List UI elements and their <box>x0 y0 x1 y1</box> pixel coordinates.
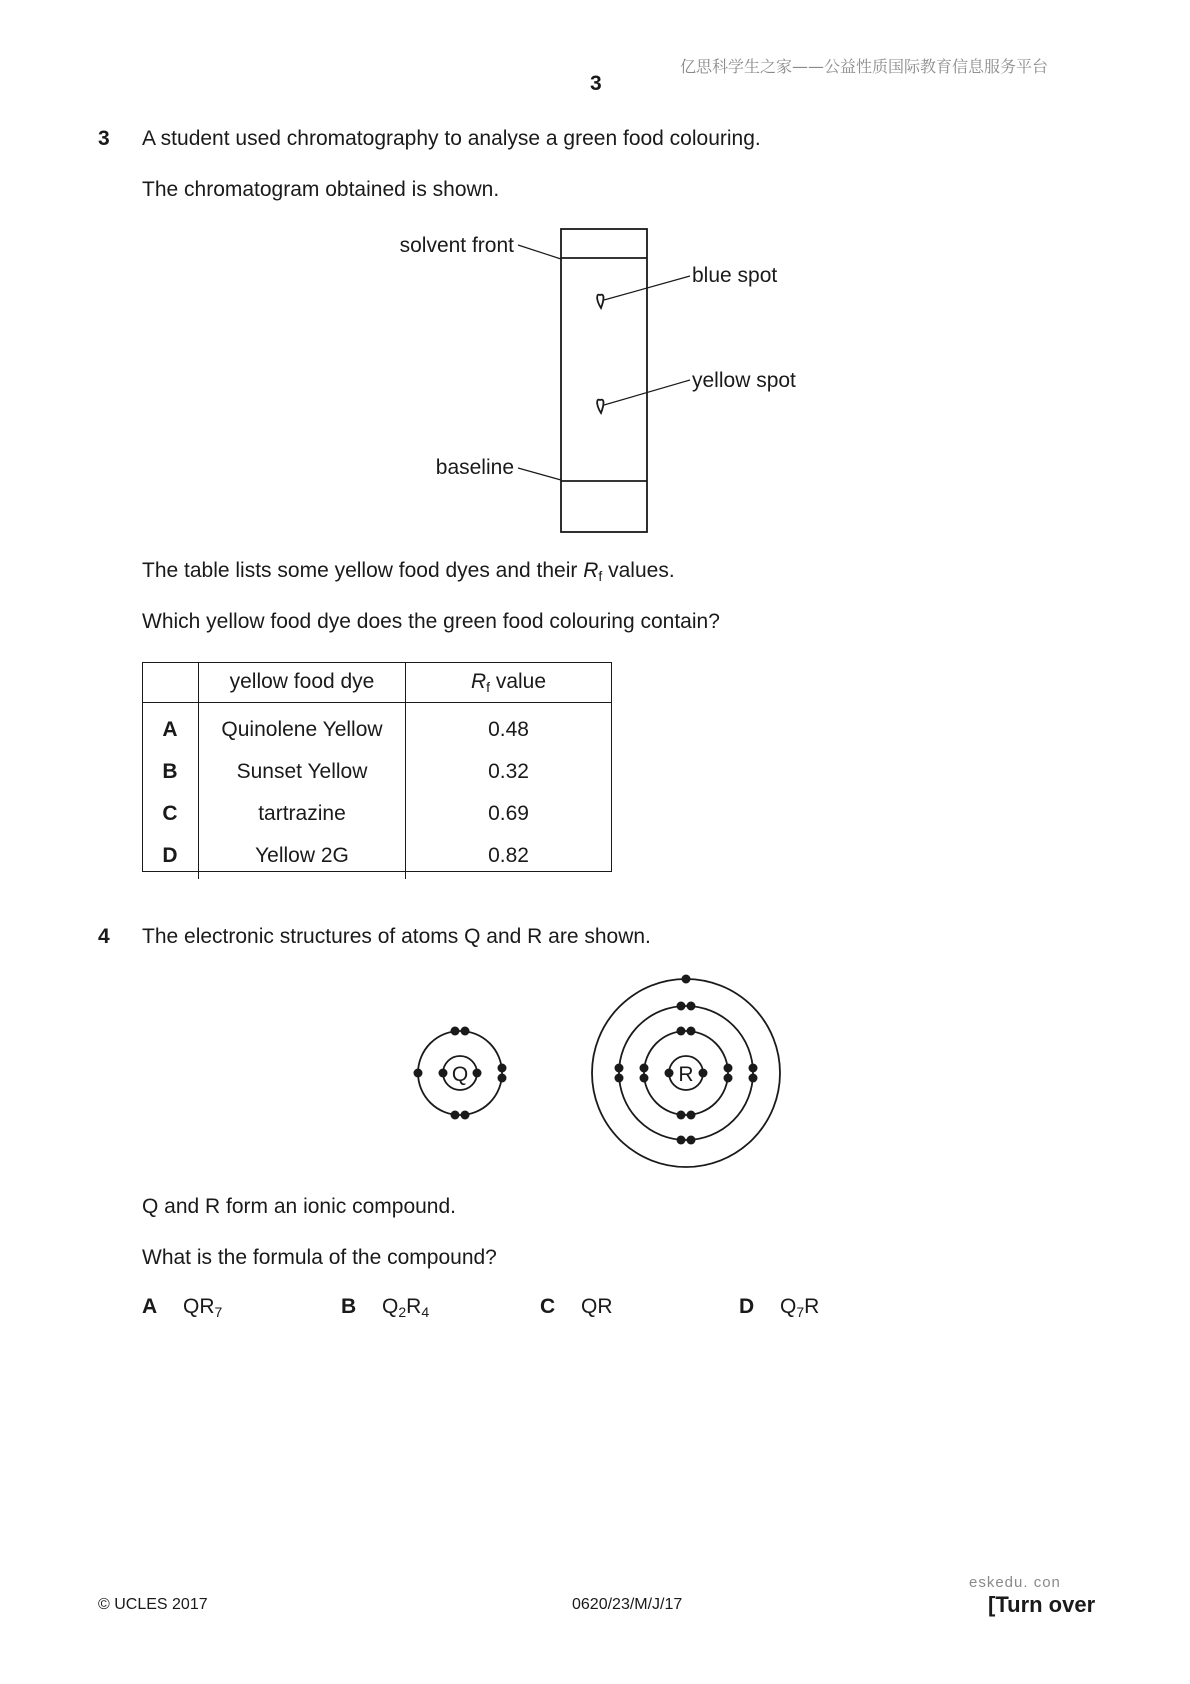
row-letter: B <box>142 751 199 793</box>
turn-over-label: [Turn over <box>988 1592 1096 1617</box>
watermark-text: 亿思科学生之家——公益性质国际教育信息服务平台 <box>680 57 1049 76</box>
question-3-question: Which yellow food dye does the green food colouring contain? <box>142 610 720 633</box>
atom-r-label: R <box>678 1063 694 1086</box>
header-rf: $R_f$ value <box>406 662 612 703</box>
row-letter: A <box>142 703 199 752</box>
row-rf: 0.69 <box>488 802 529 825</box>
option-b <box>341 1294 429 1320</box>
row-letter: C <box>142 793 199 835</box>
option-letter: B <box>341 1295 357 1318</box>
label-yellow-spot: yellow spot <box>692 369 796 392</box>
option-formula: QR <box>581 1295 613 1318</box>
row-rf: 0.82 <box>488 844 529 867</box>
question-3-line2: The chromatogram obtained is shown. <box>142 178 500 201</box>
table-row <box>142 835 611 879</box>
option-formula: $Q_7R$ <box>780 1295 820 1320</box>
row-letter: D <box>142 835 199 879</box>
blue-spot <box>597 295 603 308</box>
option-letter: A <box>142 1295 158 1318</box>
question-4-line2: Q and R form an ionic compound. <box>142 1195 456 1218</box>
label-baseline: baseline <box>435 456 514 479</box>
page-number: 3 <box>590 72 602 95</box>
footer-copyright: © UCLES 2017 <box>98 1596 208 1613</box>
atom-q-label: Q <box>451 1063 469 1086</box>
table-row <box>142 751 611 793</box>
option-letter: C <box>540 1295 556 1318</box>
option-a <box>142 1294 222 1320</box>
option-d <box>739 1294 819 1320</box>
atom-diagrams <box>0 960 1190 1180</box>
question-4-question: What is the formula of the compound? <box>142 1246 497 1269</box>
option-letter: D <box>739 1295 755 1318</box>
row-dye: Quinolene Yellow <box>199 703 406 752</box>
table-row <box>142 793 611 835</box>
row-rf: 0.32 <box>488 760 529 783</box>
solvent-front-leader <box>518 245 561 259</box>
chromatography-paper <box>561 229 647 532</box>
question-3-number: 3 <box>98 127 110 150</box>
label-blue-spot: blue spot <box>692 264 778 287</box>
electrons <box>414 975 758 1145</box>
header-dye: yellow food dye <box>199 662 406 703</box>
table-header-row <box>142 662 611 703</box>
option-c <box>540 1294 613 1320</box>
question-4-number: 4 <box>98 925 110 948</box>
question-4-stem: The electronic structures of atoms Q and R are shown. <box>142 925 651 948</box>
option-formula: $QR_7$ <box>183 1295 223 1320</box>
question-3-stem: A student used chromatography to analyse a green food colouring. <box>142 127 761 150</box>
option-formula: $Q_2R_4$ <box>382 1295 430 1320</box>
header-blank <box>142 662 199 703</box>
yellow-spot <box>597 400 603 413</box>
label-solvent-front: solvent front <box>399 234 514 257</box>
row-dye: Yellow 2G <box>199 835 406 879</box>
table-row <box>142 703 611 752</box>
dye-table <box>142 662 611 879</box>
eskedu-watermark: eskedu. con <box>969 1574 1061 1591</box>
chromatogram-diagram <box>0 0 1190 560</box>
row-rf: 0.48 <box>488 718 529 741</box>
footer-code: 0620/23/M/J/17 <box>572 1596 683 1613</box>
row-dye: tartrazine <box>199 793 406 835</box>
table-intro: The table lists some yellow food dyes and their $R_f$ values. <box>142 559 675 584</box>
baseline-leader <box>518 468 561 480</box>
row-dye: Sunset Yellow <box>199 751 406 793</box>
